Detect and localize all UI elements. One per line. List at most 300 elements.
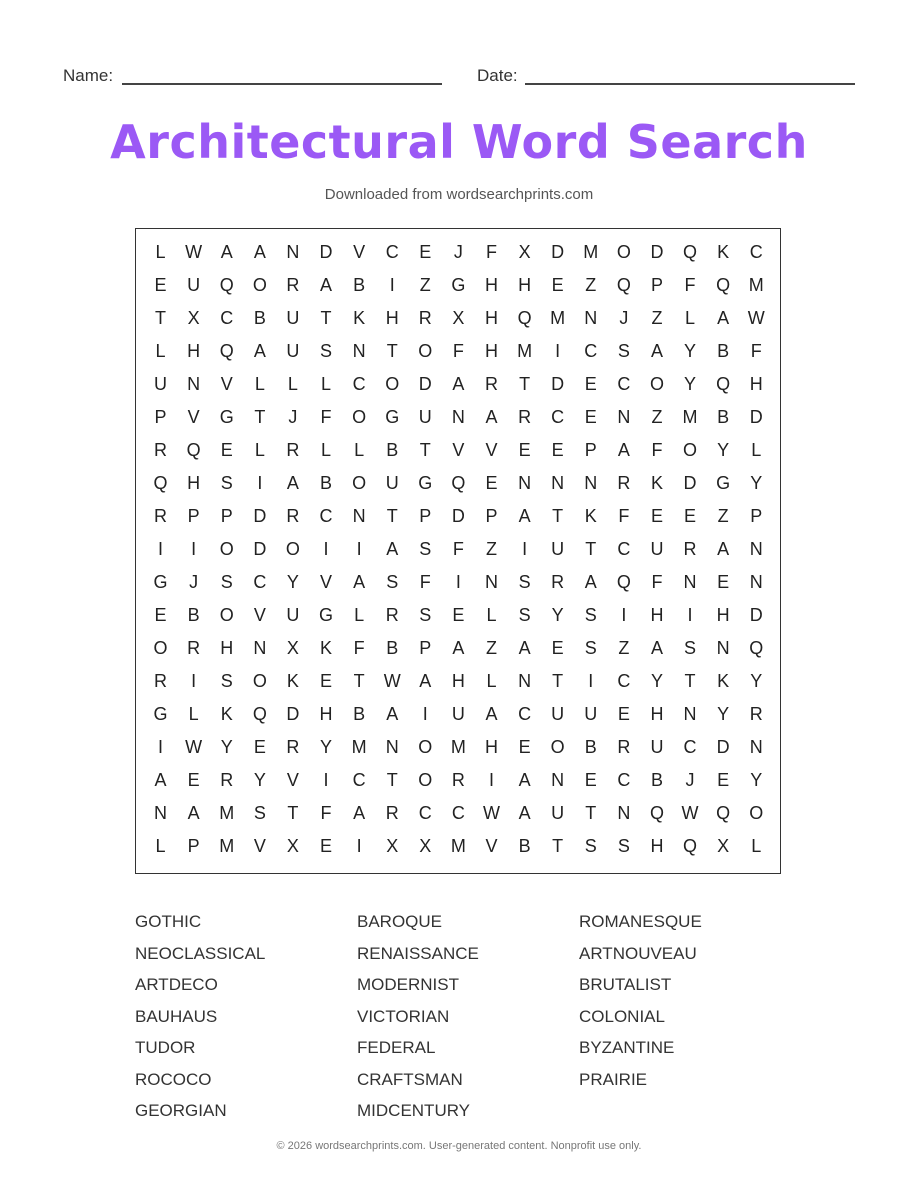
grid-letter: F <box>452 341 464 361</box>
grid-letter: C <box>683 737 697 757</box>
grid-letter: Y <box>750 671 763 691</box>
grid-letter: J <box>189 572 199 592</box>
grid-letter: A <box>386 539 399 559</box>
grid-letter: Q <box>616 572 631 592</box>
grid-letter: P <box>650 275 663 295</box>
grid-letter: O <box>352 407 367 427</box>
grid-letter: S <box>584 605 597 625</box>
grid-letter: G <box>153 704 168 724</box>
grid-letter: B <box>386 638 399 658</box>
grid-letter: B <box>518 836 531 856</box>
page-subtitle: Downloaded from wordsearchprints.com <box>324 186 594 203</box>
grid-letter: R <box>154 671 168 691</box>
grid-letter: L <box>155 242 166 262</box>
grid-letter: A <box>518 506 531 526</box>
grid-letter: A <box>650 638 663 658</box>
word-list <box>135 912 815 1133</box>
grid-letter: P <box>419 506 432 526</box>
grid-letter: N <box>385 737 399 757</box>
grid-letter: E <box>253 737 266 757</box>
word-list-item: COLONIAL <box>579 1006 665 1026</box>
grid-letter: N <box>352 341 366 361</box>
grid-letter: R <box>518 407 532 427</box>
grid-letter: S <box>220 671 233 691</box>
grid-letter: C <box>319 506 333 526</box>
word-list-item: ROMANESQUE <box>579 912 702 931</box>
grid-letter: Q <box>517 308 532 328</box>
grid-letter: C <box>418 803 432 823</box>
grid-letter: U <box>551 704 565 724</box>
grid-letter: I <box>191 671 197 691</box>
grid-letter: H <box>385 308 399 328</box>
grid-letter: G <box>385 407 400 427</box>
grid-letter: N <box>253 638 267 658</box>
grid-letter: X <box>286 836 299 856</box>
grid-letter: F <box>485 242 497 262</box>
grid-letter: K <box>650 473 663 493</box>
grid-letter: D <box>418 374 432 394</box>
grid-letter: S <box>617 836 630 856</box>
grid-letter: R <box>418 308 432 328</box>
grid-letter: M <box>219 803 235 823</box>
grid-letter: U <box>187 275 201 295</box>
grid-letter: I <box>323 770 329 790</box>
grid-letter: I <box>356 836 362 856</box>
grid-letter: N <box>584 473 598 493</box>
grid-letter: A <box>386 704 399 724</box>
grid-letter: R <box>220 770 234 790</box>
grid-letter: N <box>551 770 565 790</box>
grid-letter: Q <box>683 242 698 262</box>
grid-letter: T <box>519 374 531 394</box>
grid-letter: V <box>220 374 233 394</box>
grid-letter: G <box>153 572 168 592</box>
grid-letter: R <box>484 374 498 394</box>
grid-letter: C <box>617 539 631 559</box>
grid-letter: P <box>220 506 233 526</box>
grid-letter: D <box>683 473 697 493</box>
grid-letter: O <box>285 539 300 559</box>
grid-letter: E <box>320 671 333 691</box>
word-list-item: TUDOR <box>135 1038 196 1057</box>
grid-letter: B <box>717 407 730 427</box>
grid-letter: L <box>254 440 265 460</box>
grid-letter: U <box>385 473 399 493</box>
grid-letter: D <box>319 242 333 262</box>
grid-letter: C <box>617 770 631 790</box>
word-list-item: BYZANTINE <box>579 1038 675 1057</box>
grid-letter: I <box>555 341 561 361</box>
grid-letter: U <box>551 803 565 823</box>
grid-letter: C <box>451 803 465 823</box>
grid-letter: A <box>717 308 730 328</box>
grid-letter: L <box>188 704 199 724</box>
grid-letter: N <box>749 572 763 592</box>
grid-letter: C <box>352 770 366 790</box>
grid-letter: L <box>254 374 265 394</box>
grid-letter: K <box>584 506 597 526</box>
grid-letter: Y <box>551 605 564 625</box>
grid-letter: B <box>320 473 333 493</box>
grid-letter: T <box>419 440 431 460</box>
grid-letter: S <box>684 638 697 658</box>
grid-letter: B <box>717 341 730 361</box>
grid-letter: P <box>750 506 763 526</box>
grid-letter: C <box>253 572 267 592</box>
grid-letter: I <box>455 572 461 592</box>
grid-letter: A <box>353 572 366 592</box>
grid-letter: V <box>320 572 333 592</box>
grid-letter: A <box>617 440 630 460</box>
grid-letter: W <box>383 671 401 691</box>
grid-letter: V <box>485 836 498 856</box>
grid-letter: J <box>619 308 629 328</box>
grid-letter: O <box>352 473 367 493</box>
grid-letter: E <box>584 770 597 790</box>
grid-letter: Q <box>186 440 201 460</box>
grid-letter: R <box>286 506 300 526</box>
grid-letter: E <box>650 506 663 526</box>
grid-letter: Z <box>651 308 663 328</box>
grid-letter: R <box>286 737 300 757</box>
grid-letter: L <box>354 440 365 460</box>
grid-letter: P <box>154 407 167 427</box>
grid-letter: S <box>518 572 531 592</box>
grid-letter: Q <box>252 704 267 724</box>
grid-letter: K <box>717 242 730 262</box>
grid-letter: T <box>552 671 564 691</box>
grid-letter: H <box>716 605 730 625</box>
grid-letter: E <box>518 440 531 460</box>
grid-letter: E <box>518 737 531 757</box>
grid-letter: X <box>187 308 200 328</box>
grid-letter: S <box>320 341 333 361</box>
grid-letter: F <box>651 572 663 592</box>
grid-letter: L <box>751 440 762 460</box>
grid-letter: L <box>685 308 696 328</box>
date-field-line <box>525 83 855 85</box>
grid-letter: G <box>219 407 234 427</box>
word-list-item: GEORGIAN <box>135 1101 227 1120</box>
grid-letter: M <box>550 308 566 328</box>
grid-letter: S <box>419 605 432 625</box>
word-list-item: ROCOCO <box>135 1069 212 1089</box>
grid-letter: C <box>518 704 532 724</box>
grid-letter: E <box>617 704 630 724</box>
grid-letter: O <box>252 275 267 295</box>
grid-letter: Q <box>616 275 631 295</box>
grid-letter: E <box>419 242 432 262</box>
grid-letter: N <box>551 473 565 493</box>
grid-letter: B <box>253 308 266 328</box>
grid-letter: B <box>386 440 399 460</box>
grid-letter: O <box>385 374 400 394</box>
grid-letter: R <box>385 803 399 823</box>
grid-letter: T <box>155 308 167 328</box>
grid-letter: U <box>154 374 168 394</box>
grid-letter: F <box>320 407 332 427</box>
grid-letter: A <box>419 671 432 691</box>
grid-letter: T <box>552 836 564 856</box>
grid-letter: N <box>352 506 366 526</box>
grid-letter: H <box>484 341 498 361</box>
grid-letter: T <box>353 671 365 691</box>
grid-letter: C <box>551 407 565 427</box>
grid-letter: S <box>220 572 233 592</box>
word-list-item: MODERNIST <box>357 975 459 994</box>
grid-letter: O <box>550 737 565 757</box>
grid-letter: X <box>452 308 465 328</box>
grid-letter: T <box>386 506 398 526</box>
grid-letter: K <box>320 638 333 658</box>
grid-letter: S <box>419 539 432 559</box>
grid-letter: U <box>286 341 300 361</box>
grid-letter: U <box>650 539 664 559</box>
grid-letter: E <box>551 440 564 460</box>
grid-letter: V <box>253 836 266 856</box>
grid-letter: T <box>320 308 332 328</box>
grid-letter: X <box>518 242 531 262</box>
word-list-item: GOTHIC <box>135 912 202 931</box>
grid-letter: I <box>158 539 164 559</box>
grid-letter: R <box>617 737 631 757</box>
grid-letter: O <box>418 737 433 757</box>
grid-letter: W <box>185 242 203 262</box>
grid-letter: E <box>551 275 564 295</box>
grid-letter: P <box>187 506 200 526</box>
grid-letter: F <box>419 572 431 592</box>
grid-letter: E <box>584 374 597 394</box>
grid-letter: C <box>385 242 399 262</box>
grid-letter: A <box>717 539 730 559</box>
grid-letter: S <box>584 836 597 856</box>
grid-letter: I <box>422 704 428 724</box>
grid-letter: T <box>684 671 696 691</box>
grid-letter: Q <box>683 836 698 856</box>
grid-letter: Q <box>649 803 664 823</box>
grid-letter: A <box>320 275 333 295</box>
grid-letter: S <box>253 803 266 823</box>
grid-letter: O <box>683 440 698 460</box>
grid-letter: D <box>253 506 267 526</box>
grid-letter: H <box>650 836 664 856</box>
grid-letter: D <box>253 539 267 559</box>
grid-letter: S <box>617 341 630 361</box>
grid-letter: A <box>485 704 498 724</box>
grid-letter: V <box>187 407 200 427</box>
grid-letter: J <box>288 407 298 427</box>
name-label: Name: <box>63 66 114 85</box>
grid-letter: H <box>451 671 465 691</box>
grid-letter: H <box>187 341 201 361</box>
grid-letter: W <box>482 803 500 823</box>
grid-letter: V <box>253 605 266 625</box>
grid-letter: U <box>451 704 465 724</box>
grid-letter: T <box>386 341 398 361</box>
grid-letter: S <box>584 638 597 658</box>
grid-letter: Y <box>220 737 233 757</box>
grid-letter: O <box>616 242 631 262</box>
grid-letter: Y <box>253 770 266 790</box>
grid-letter: N <box>451 407 465 427</box>
grid-letter: O <box>219 539 234 559</box>
grid-letter: I <box>158 737 164 757</box>
grid-letter: Y <box>684 341 697 361</box>
grid-letter: X <box>286 638 299 658</box>
grid-letter: H <box>650 704 664 724</box>
grid-letter: Q <box>219 275 234 295</box>
grid-letter: N <box>518 671 532 691</box>
grid-letter: W <box>185 737 203 757</box>
grid-letter: M <box>583 242 599 262</box>
grid-letter: Q <box>716 374 731 394</box>
word-list-item: BAUHAUS <box>135 1006 218 1026</box>
grid-letter: Z <box>717 506 729 526</box>
grid-letter: B <box>353 704 366 724</box>
grid-letter: A <box>353 803 366 823</box>
grid-letter: H <box>484 275 498 295</box>
grid-letter: E <box>684 506 697 526</box>
grid-letter: Q <box>716 803 731 823</box>
grid-letter: Z <box>419 275 431 295</box>
grid-letter: Q <box>749 638 764 658</box>
grid-letter: I <box>389 275 395 295</box>
grid-letter: D <box>286 704 300 724</box>
grid-letter: A <box>253 341 266 361</box>
grid-letter: G <box>319 605 334 625</box>
grid-letter: Z <box>585 275 597 295</box>
word-list-item: FEDERAL <box>357 1038 436 1057</box>
grid-letter: A <box>518 803 531 823</box>
grid-letter: I <box>687 605 693 625</box>
grid-letter: M <box>748 275 764 295</box>
grid-letter: I <box>621 605 627 625</box>
word-list-item: RENAISSANCE <box>357 943 479 963</box>
grid-letter: I <box>257 473 263 493</box>
grid-letter: T <box>552 506 564 526</box>
grid-letter: E <box>717 770 730 790</box>
grid-letter: F <box>684 275 696 295</box>
grid-letter: Y <box>750 473 763 493</box>
grid-letter: Y <box>320 737 333 757</box>
grid-letter: L <box>321 440 332 460</box>
grid-letter: O <box>649 374 664 394</box>
word-list-item: MIDCENTURY <box>357 1101 471 1120</box>
grid-letter: V <box>353 242 366 262</box>
grid-letter: V <box>452 440 465 460</box>
grid-letter: Y <box>717 440 730 460</box>
grid-letter: E <box>584 407 597 427</box>
grid-letter: R <box>154 506 168 526</box>
word-list-item: ARTDECO <box>135 975 218 994</box>
grid-letter: H <box>220 638 234 658</box>
grid-letter: M <box>219 836 235 856</box>
grid-letter: A <box>220 242 233 262</box>
grid-letter: A <box>518 770 531 790</box>
grid-letter: G <box>716 473 731 493</box>
name-field-line <box>122 83 442 85</box>
grid-letter: E <box>320 836 333 856</box>
grid-letter: N <box>683 572 697 592</box>
grid-letter: D <box>749 605 763 625</box>
grid-letter: E <box>485 473 498 493</box>
grid-letter: D <box>551 242 565 262</box>
grid-letter: B <box>353 275 366 295</box>
grid-letter: P <box>584 440 597 460</box>
grid-letter: D <box>749 407 763 427</box>
grid-letter: N <box>683 704 697 724</box>
grid-letter: N <box>154 803 168 823</box>
grid-letter: V <box>485 440 498 460</box>
grid-letter: O <box>749 803 764 823</box>
grid-letter: B <box>584 737 597 757</box>
word-list-item: BAROQUE <box>357 912 443 931</box>
grid-letter: N <box>617 407 631 427</box>
grid-letter: L <box>751 836 762 856</box>
grid-letter: J <box>685 770 695 790</box>
grid-letter: T <box>254 407 266 427</box>
grid-letter: C <box>220 308 234 328</box>
grid-letter: B <box>650 770 663 790</box>
grid-letter: T <box>287 803 299 823</box>
grid-letter: W <box>681 803 699 823</box>
grid-letter: O <box>252 671 267 691</box>
grid-letter: S <box>518 605 531 625</box>
grid-letter: C <box>352 374 366 394</box>
grid-letter: D <box>551 374 565 394</box>
grid-letter: Y <box>650 671 663 691</box>
grid-letter: R <box>187 638 201 658</box>
grid-letter: A <box>154 770 167 790</box>
grid-letter: S <box>386 572 399 592</box>
grid-letter: R <box>154 440 168 460</box>
grid-letter: Y <box>286 572 299 592</box>
word-list-item: VICTORIAN <box>357 1006 450 1026</box>
grid-letter: W <box>747 308 765 328</box>
grid-letter: L <box>287 374 298 394</box>
grid-letter: S <box>220 473 233 493</box>
grid-letter: U <box>551 539 565 559</box>
grid-letter: R <box>749 704 763 724</box>
grid-letter: H <box>187 473 201 493</box>
grid-letter: R <box>385 605 399 625</box>
grid-letter: L <box>354 605 365 625</box>
grid-letter: A <box>452 638 465 658</box>
letter-grid-cells <box>144 236 773 863</box>
grid-letter: I <box>323 539 329 559</box>
grid-letter: N <box>617 803 631 823</box>
grid-letter: H <box>484 308 498 328</box>
grid-letter: U <box>650 737 664 757</box>
grid-letter: K <box>286 671 299 691</box>
grid-letter: C <box>584 341 598 361</box>
word-list-item: NEOCLASSICAL <box>135 943 266 963</box>
grid-letter: E <box>220 440 233 460</box>
grid-letter: A <box>452 374 465 394</box>
grid-letter: R <box>683 539 697 559</box>
date-label: Date: <box>477 66 518 85</box>
grid-letter: E <box>154 275 167 295</box>
grid-letter: O <box>219 605 234 625</box>
grid-letter: Q <box>219 341 234 361</box>
grid-letter: Z <box>618 638 630 658</box>
grid-letter: I <box>522 539 528 559</box>
grid-letter: Q <box>153 473 168 493</box>
grid-letter: H <box>650 605 664 625</box>
word-list-item: CRAFTSMAN <box>357 1069 463 1089</box>
grid-letter: L <box>486 671 497 691</box>
grid-letter: H <box>484 737 498 757</box>
